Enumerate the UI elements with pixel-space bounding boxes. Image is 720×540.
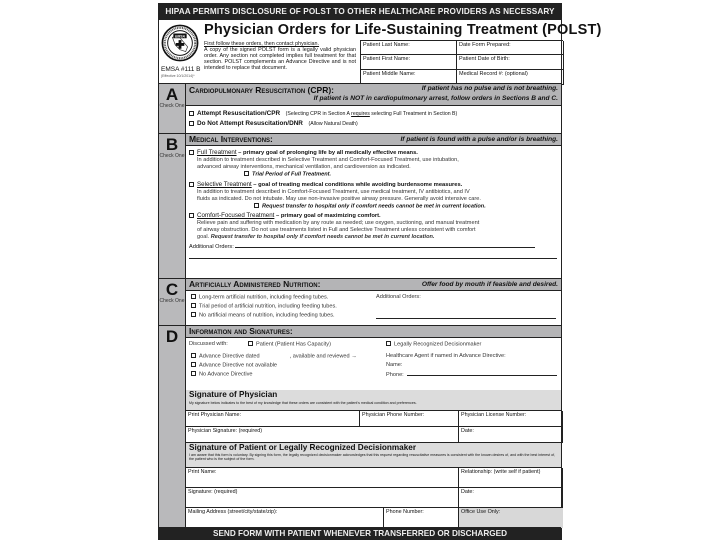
physician-signature-title: Signature of Physician bbox=[189, 390, 278, 399]
comfort-desc-line: of airway obstruction. Do not use treatments listed in Full and Selective Treatment unless consistent with comfort bbox=[197, 227, 476, 233]
section-a-instruction-2: If patient is NOT in cardiopulmonary arrest, follow orders in Sections B and C. bbox=[313, 95, 558, 102]
section-c-instruction: Offer food by mouth if feasible and desired. bbox=[421, 281, 558, 288]
request-transfer-option[interactable] bbox=[254, 203, 486, 210]
check-one-label: Check One bbox=[159, 298, 185, 304]
section-c-nutrition bbox=[159, 279, 561, 326]
additional-orders-input[interactable] bbox=[235, 243, 535, 248]
office-use-only-field: Office Use Only: bbox=[459, 508, 563, 528]
option-label: Request transfer to hospital only if comfort needs cannot be met in current location. bbox=[262, 203, 486, 210]
discussed-ldm-option[interactable] bbox=[386, 341, 481, 348]
cpr-dnr-option[interactable] bbox=[189, 120, 358, 127]
section-d-signatures bbox=[159, 326, 561, 527]
selective-desc-line: fluids as indicated. Do not intubate. May use non-invasive positive airway pressure. Generally avoid intensive care. bbox=[197, 196, 481, 202]
additional-orders-line[interactable] bbox=[189, 258, 557, 259]
agent-name-field[interactable]: Name: bbox=[386, 362, 403, 368]
section-c-title: Artificially Administered Nutrition: bbox=[189, 279, 321, 289]
section-b-tab bbox=[159, 134, 186, 278]
section-c-header bbox=[186, 279, 561, 291]
section-a-title: Cardiopulmonary Resuscitation (CPR): bbox=[189, 85, 334, 95]
checkbox[interactable] bbox=[254, 203, 259, 208]
emsa-seal-icon bbox=[161, 24, 199, 62]
hipaa-banner: HIPAA PERMITS DISCLOSURE OF POLST TO OTHER HEALTHCARE PROVIDERS AS NECESSARY bbox=[159, 3, 561, 20]
patient-signature-band bbox=[186, 443, 561, 467]
section-b-header bbox=[186, 134, 561, 146]
option-label: Attempt Resuscitation/CPR bbox=[197, 110, 281, 117]
full-desc-line: advanced airway interventions, mechanical ventilation, and cardioversion as indicated. bbox=[197, 164, 411, 170]
physician-name-field[interactable]: Print Physician Name: bbox=[186, 411, 360, 427]
checkbox[interactable] bbox=[386, 341, 391, 346]
ad-not-available-option[interactable] bbox=[191, 362, 277, 369]
checkbox[interactable] bbox=[191, 362, 196, 367]
option-note: (Allow Natural Death) bbox=[308, 121, 358, 127]
healthcare-agent-label: Healthcare Agent if named in Advance Directive: bbox=[386, 353, 506, 359]
patient-last-name-field[interactable]: Patient Last Name: bbox=[361, 41, 457, 55]
agent-phone-field[interactable] bbox=[386, 371, 557, 378]
patient-signature-title: Signature of Patient or Legally Recognized Decisionmaker bbox=[189, 443, 417, 452]
physician-signature-grid bbox=[186, 410, 561, 442]
form-code: EMSA #111 B bbox=[161, 66, 201, 73]
section-b-instruction: If patient is found with a pulse and/or is breathing. bbox=[400, 136, 558, 143]
checkbox[interactable] bbox=[189, 121, 194, 126]
section-d-tab bbox=[159, 326, 186, 527]
patient-first-name-field[interactable]: Patient First Name: bbox=[361, 55, 457, 70]
send-form-banner: SEND FORM WITH PATIENT WHENEVER TRANSFERRED OR DISCHARGED bbox=[159, 527, 561, 540]
check-one-label: Check One bbox=[159, 103, 185, 109]
phone-label: Phone: bbox=[386, 372, 404, 378]
option-goal: – goal of treating medical conditions while avoiding burdensome measures. bbox=[251, 182, 463, 188]
option-label: Patient (Patient Has Capacity) bbox=[256, 341, 331, 348]
patient-info-table bbox=[360, 40, 563, 84]
no-ad-option[interactable] bbox=[191, 371, 252, 378]
option-label: Advance Directive dated bbox=[199, 353, 260, 360]
form-title: Physician Orders for Life-Sustaining Treatment (POLST) bbox=[204, 22, 602, 38]
option-label-post: , available and reviewed → bbox=[289, 353, 357, 360]
section-b-title: Medical Interventions: bbox=[189, 134, 273, 144]
option-label: No Advance Directive bbox=[199, 371, 253, 378]
section-letter: D bbox=[165, 327, 179, 346]
intro-underlined: First follow these orders, then contact physician. bbox=[204, 41, 320, 47]
cpr-attempt-option[interactable] bbox=[189, 110, 457, 117]
option-goal: – primary goal of maximizing comfort. bbox=[274, 213, 381, 219]
intro-body: A copy of the signed POLST form is a legally valid physician order. Any section not completed implies full treatment for that section. POLST complements an Advance Directive and is not intended to replace that document. bbox=[204, 47, 356, 72]
section-a-instruction-1: If patient has no pulse and is not breathing. bbox=[421, 85, 558, 92]
form-effective-date: (Effective 10/1/2014)* bbox=[161, 74, 195, 78]
section-a-cpr bbox=[159, 84, 561, 134]
section-a-header bbox=[186, 84, 561, 106]
patient-print-name-field[interactable]: Print Name: bbox=[186, 468, 459, 488]
section-d-header bbox=[186, 326, 561, 338]
section-letter: C bbox=[165, 280, 179, 299]
checkbox[interactable] bbox=[189, 111, 194, 116]
checkbox[interactable] bbox=[244, 171, 249, 176]
option-note: (Selecting CPR in Section A requires selecting Full Treatment in Section B) bbox=[285, 111, 458, 117]
additional-orders-c-input[interactable] bbox=[376, 318, 556, 319]
section-a-tab bbox=[159, 84, 186, 133]
phone-input[interactable] bbox=[407, 371, 557, 376]
physician-phone-field[interactable]: Physician Phone Number: bbox=[360, 411, 459, 427]
section-c-tab bbox=[159, 279, 186, 325]
option-label: No artificial means of nutrition, including feeding tubes. bbox=[199, 312, 335, 319]
checkbox[interactable] bbox=[189, 213, 194, 218]
option-label: Long-term artificial nutrition, including feeding tubes. bbox=[199, 294, 329, 301]
option-label: Trial Period of Full Treatment. bbox=[252, 171, 332, 178]
checkbox[interactable] bbox=[189, 182, 194, 187]
section-letter: B bbox=[165, 135, 179, 154]
physician-signature-band bbox=[186, 390, 561, 410]
trial-full-treatment-option[interactable] bbox=[244, 171, 331, 178]
selective-treatment-option[interactable] bbox=[189, 181, 462, 188]
physician-date-field[interactable]: Date: bbox=[459, 427, 563, 443]
section-b-medical-interventions bbox=[159, 134, 561, 279]
patient-middle-name-field[interactable]: Patient Middle Name: bbox=[361, 70, 457, 85]
polst-form bbox=[158, 3, 602, 540]
mailing-address-field[interactable]: Mailing Address (street/city/state/zip): bbox=[186, 508, 384, 528]
relationship-field[interactable] bbox=[459, 468, 563, 488]
option-goal: – primary goal of prolonging life by all medically effective means. bbox=[236, 150, 418, 156]
checkbox[interactable] bbox=[191, 294, 196, 299]
additional-orders-c-label: Additional Orders: bbox=[376, 294, 421, 300]
section-letter: A bbox=[165, 85, 179, 104]
check-one-label: Check One bbox=[159, 153, 185, 159]
comfort-desc-line: goal. Request transfer to hospital only if comfort needs cannot be met in current location. bbox=[197, 234, 435, 240]
selective-desc-line: In addition to treatment described in Comfort-Focused Treatment, use medical treatment, IV antibiotics, and IV bbox=[197, 189, 470, 195]
patient-signature-grid bbox=[186, 467, 561, 527]
option-label: Trial period of artificial nutrition, including feeding tubes. bbox=[199, 303, 337, 310]
section-d-title: Information and Signatures: bbox=[189, 326, 293, 336]
physician-signature-field[interactable]: Physician Signature: (required) bbox=[186, 427, 459, 443]
svg-text:EMSA: EMSA bbox=[175, 34, 185, 39]
nutrition-trial-option[interactable] bbox=[191, 303, 337, 310]
additional-orders-label: Additional Orders: bbox=[189, 244, 234, 250]
option-label: Selective Treatment bbox=[197, 181, 252, 188]
nutrition-long-term-option[interactable] bbox=[191, 294, 328, 301]
discussed-patient-option[interactable] bbox=[248, 341, 331, 348]
patient-phone-field[interactable]: Phone Number: bbox=[384, 508, 459, 528]
checkbox[interactable] bbox=[248, 341, 253, 346]
checkbox[interactable] bbox=[191, 312, 196, 317]
checkbox[interactable] bbox=[191, 371, 196, 376]
physician-license-field[interactable]: Physician License Number: bbox=[459, 411, 563, 427]
patient-signature-desc: I am aware that this form is voluntary. By signing this form, the legally recognized decisionmaker acknowledges that this request regarding resuscitative measures is consistent with the known desires of, and with the best interest of, the patient who is the subject of the form. bbox=[189, 453, 556, 462]
checkbox[interactable] bbox=[189, 150, 194, 155]
intro-text bbox=[204, 41, 356, 71]
full-treatment-option[interactable] bbox=[189, 149, 418, 156]
checkbox[interactable] bbox=[191, 303, 196, 308]
comfort-desc-line: Relieve pain and suffering with medication by any route as needed; use oxygen, suctioning, and manual treatment bbox=[197, 220, 480, 226]
additional-orders-b[interactable] bbox=[189, 243, 556, 250]
checkbox[interactable] bbox=[191, 353, 196, 358]
physician-signature-desc: My signature below indicates to the best of my knowledge that these orders are consistent with the patient's medical condition and preferences. bbox=[189, 401, 417, 405]
ad-dated-option[interactable] bbox=[191, 353, 357, 360]
option-label: Advance Directive not available bbox=[199, 362, 278, 369]
patient-date-field[interactable]: Date: bbox=[459, 488, 563, 508]
nutrition-none-option[interactable] bbox=[191, 312, 335, 319]
relationship-label: Relationship: (write self if patient) bbox=[461, 469, 541, 475]
full-desc-line: In addition to treatment described in Selective Treatment and Comfort-Focused Treatment, use intubation, bbox=[197, 157, 459, 163]
patient-dob-field[interactable]: Patient Date of Birth: bbox=[457, 55, 564, 70]
discussed-with-label: Discussed with: bbox=[189, 341, 228, 347]
patient-signature-field[interactable]: Signature: (required) bbox=[186, 488, 459, 508]
date-prepared-field[interactable]: Date Form Prepared: bbox=[457, 41, 564, 55]
medical-record-field[interactable]: Medical Record #: (optional) bbox=[457, 70, 564, 85]
option-label: Do Not Attempt Resuscitation/DNR bbox=[197, 120, 303, 127]
comfort-treatment-option[interactable] bbox=[189, 212, 381, 219]
option-label: Full Treatment bbox=[197, 149, 237, 156]
option-label: Legally Recognized Decisionmaker bbox=[394, 341, 482, 348]
form-header bbox=[159, 20, 602, 84]
option-label: Comfort-Focused Treatment bbox=[197, 212, 275, 219]
